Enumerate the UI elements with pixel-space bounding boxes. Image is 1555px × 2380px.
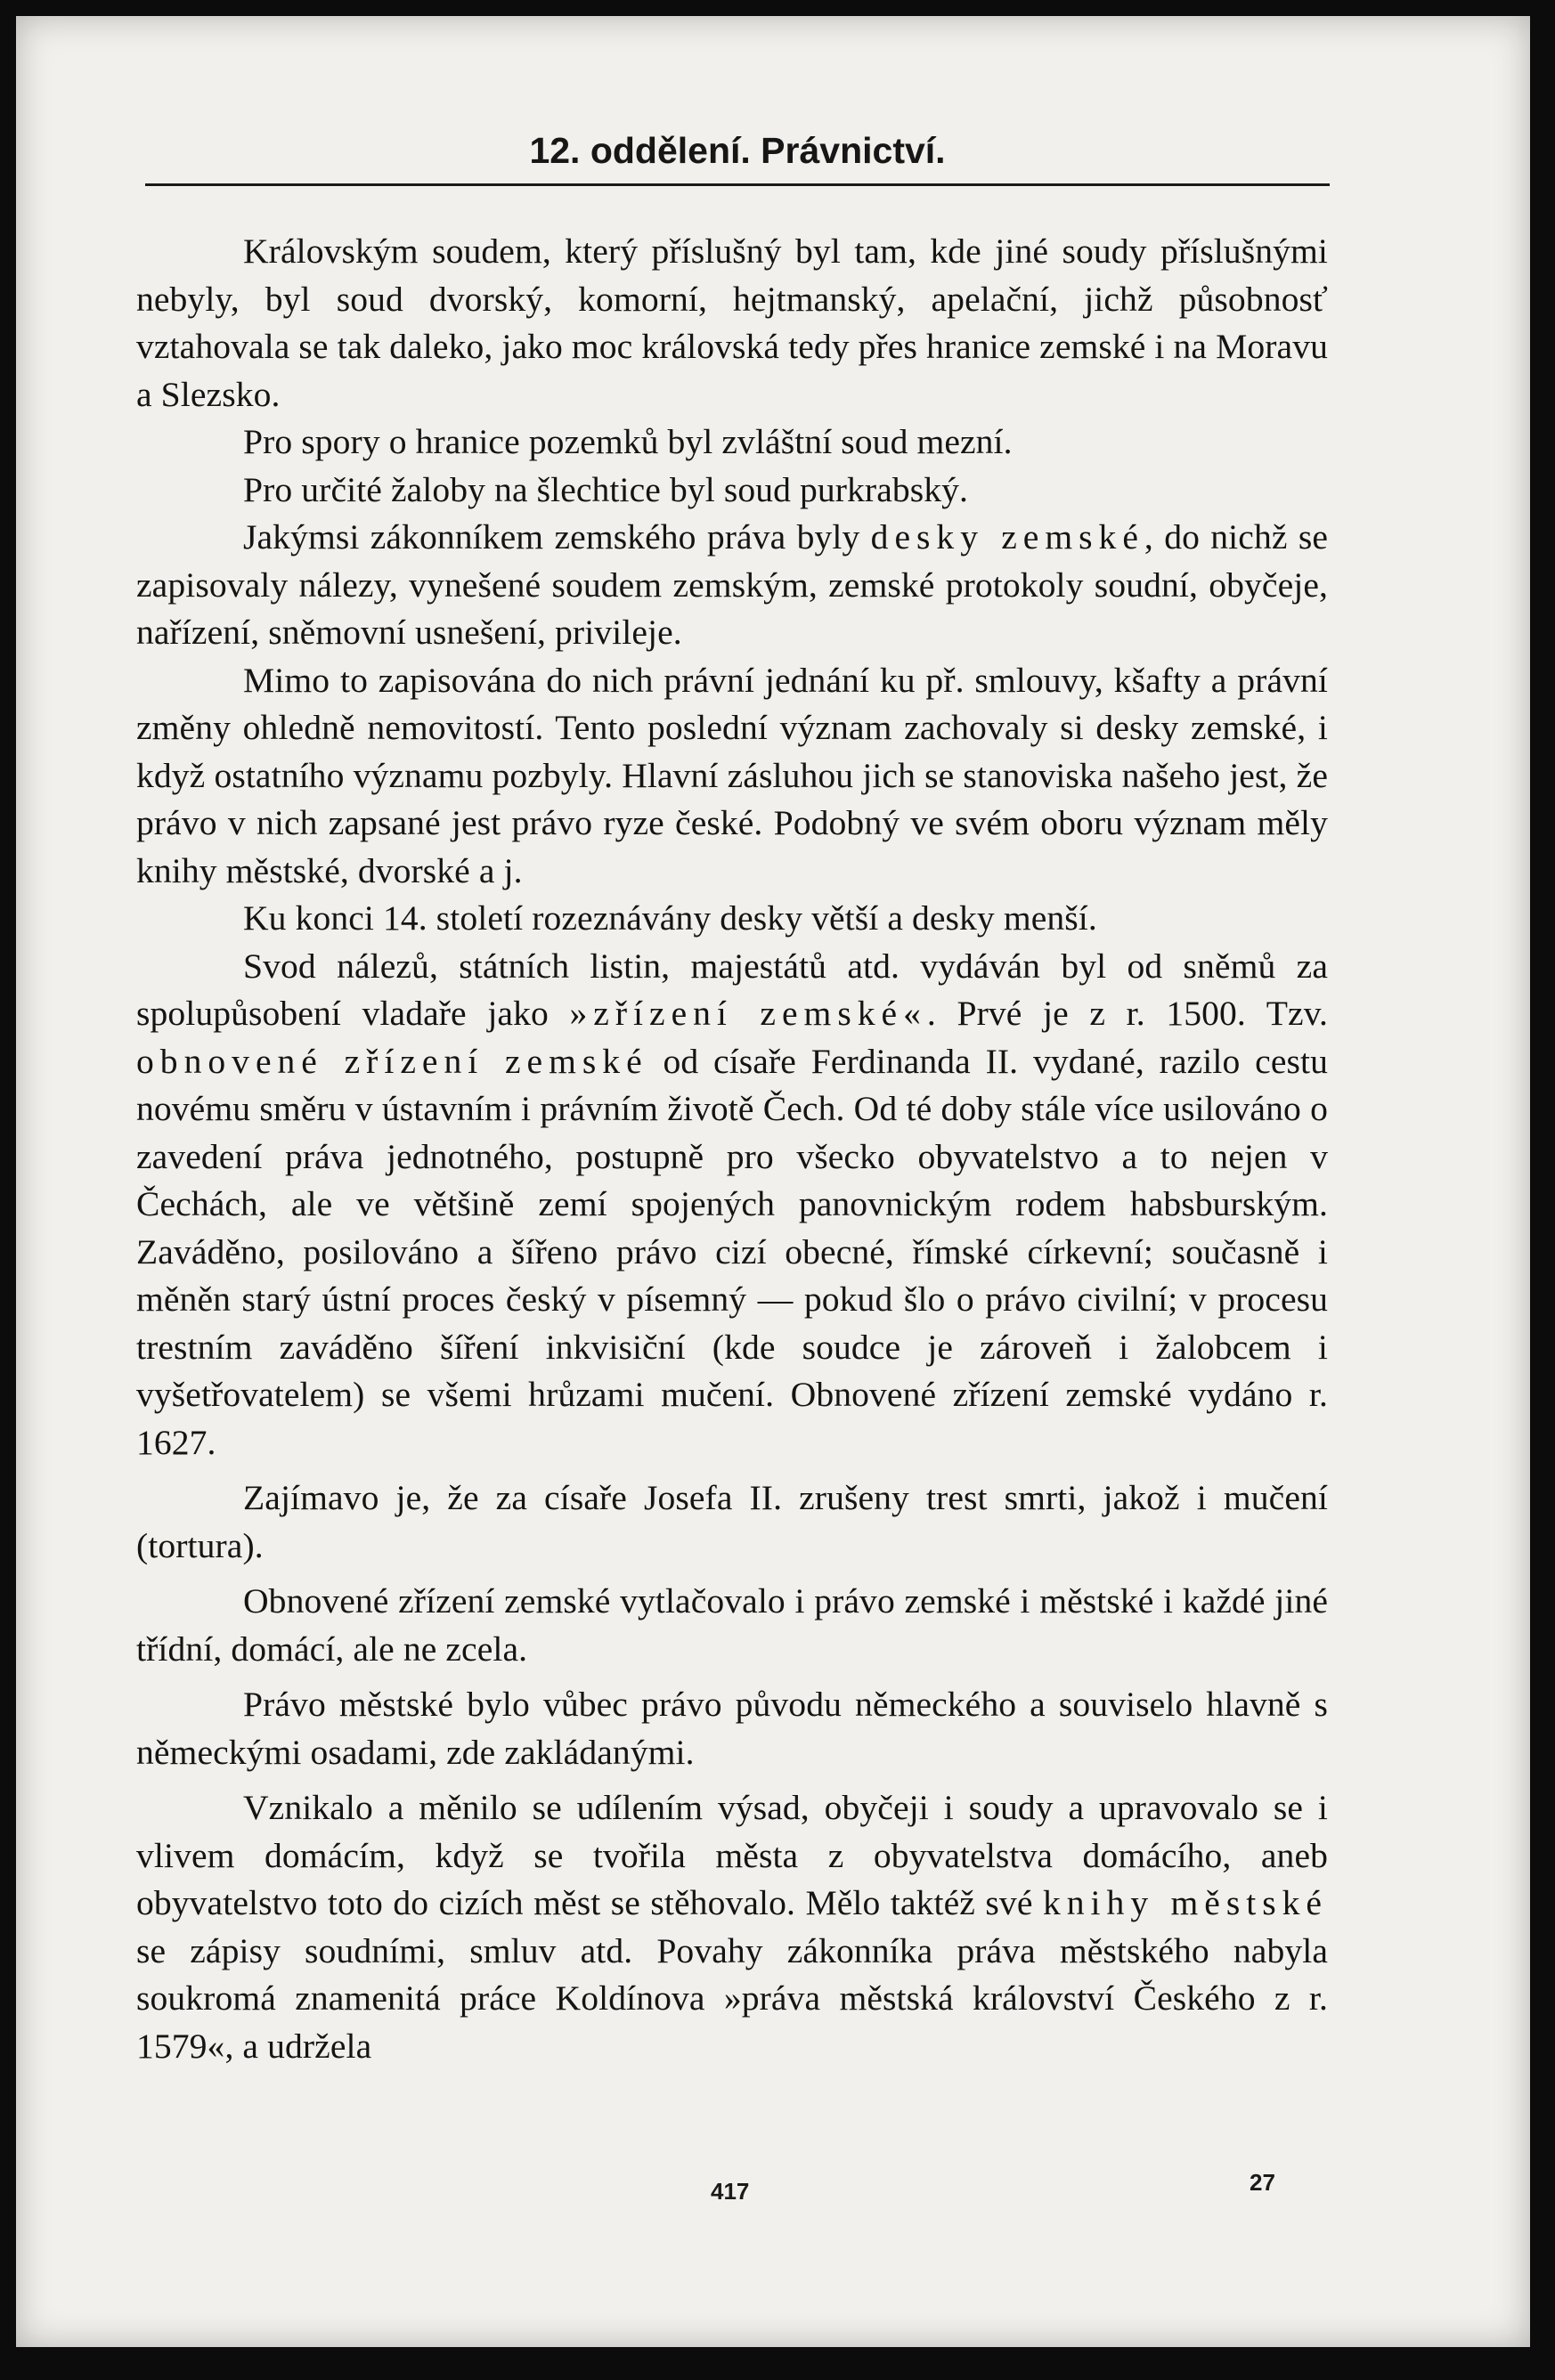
spaced-term: »zřízení zemské« [569,994,927,1033]
paragraph: Zajímavo je, že za císaře Josefa II. zrušeny trest smrti, jakož i mučení (tortura). [136,1478,1328,1565]
running-header: 12. oddělení. Právnictví. [529,130,946,171]
spaced-term: obnovené zřízení zemské [136,1041,648,1081]
paragraph: Ku konci 14. století rozeznávány desky větší a desky menší. [243,898,1097,938]
paragraph: Královským soudem, který příslušný byl tam, kde jiné soudy příslušnými nebyly, byl soud dvorský, komorní, hejtmanský, apelační, jichž působnosť vztahovala se tak daleko, jako moc královská tedy přes hranice zemské i na Moravu a Slezsko. [136,232,1328,414]
paragraph: Vznikalo a měnilo se udílením výsad, obyčeji i soudy a upravovalo se i vlivem domácím, když se tvořila města z obyvatelstva domácího, aneb obyvatelstvo toto do cizích měst se stěhovalo. Mělo taktéž své knihy městské se zápisy soudními, smluv atd. Povahy zákonníka práva městského nabyla soukromá znamenitá práce Koldínova »práva městská království Českého z r. 1579«, a udržela [136,1788,1328,2066]
paragraph: Mimo to zapisována do nich právní jednání ku př. smlouvy, kšafty a právní změny ohledně nemovitostí. Tento poslední význam zachovaly si desky zemské, i když ostatního významu pozbyly. Hlavní zásluhou jich se stanoviska našeho jest, že právo v nich zapsané jest právo ryze české. Podobný ve svém oboru význam měly knihy městské, dvorské a j. [136,660,1328,890]
paragraph: Jakýmsi zákonníkem zemského práva byly desky zemské, do nichž se zapisovaly nálezy, vynešené soudem zemským, zemské protokoly soudní, obyčeje, nařízení, sněmovní usnešení, privileje. [136,517,1328,652]
paragraph: Obnovené zřízení zemské vytlačovalo i právo zemské i městské i každé jiné třídní, domácí, ale ne zcela. [136,1581,1328,1669]
page-number: 417 [711,2178,750,2205]
spaced-term: knihy městské [1042,1883,1328,1922]
paragraph: Svod nálezů, státních listin, majestátů atd. vydáván byl od sněmů za spolupůsobení vladaře jako »zřízení zemské«. Prvé je z r. 1500. Tzv. obnovené zřízení zemské od císaře Ferdinanda II. vydané, razilo cestu novému směru v ústavním i právním životě Čech. Od té doby stále více usilováno o zavedení práva jednotného, postupně pro všecko obyvatelstvo a to nejen v Čechách, ale ve většině zemí spojených panovnickým rodem habsburským. Zaváděno, posilováno a šířeno právo cizí obecné, římské církevní; současně i měněn starý ústní proces český v písemný — pokud šlo o právo civilní; v procesu trestním zaváděno šíření inkvisiční (kde soudce je zároveň i žalobcem i vyšetřovatelem) se všemi hrůzami mučení. Obnovené zřízení zemské vydáno r. 1627. [136,946,1329,1462]
body-text [136,228,1328,2070]
spaced-term: desky zemské [870,517,1144,556]
paragraph: Pro určité žaloby na šlechtice byl soud purkrabský. [243,469,969,509]
header-rule [145,183,1330,186]
paragraph: Právo městské bylo vůbec právo původu německého a souviselo hlavně s německými osadami, zde zakládanými. [136,1685,1328,1772]
sheet-number: 27 [1250,2169,1275,2196]
book-page [16,16,1530,2347]
paragraph: Pro spory o hranice pozemků byl zvláštní soud mezní. [243,422,1013,461]
